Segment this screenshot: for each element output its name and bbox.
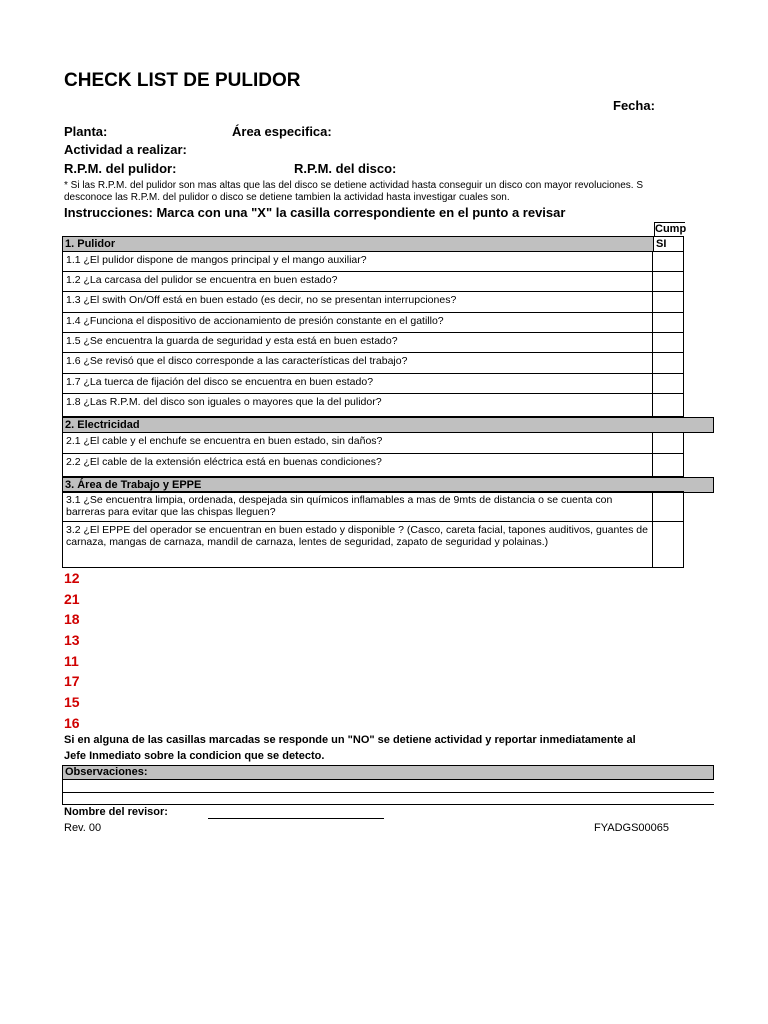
note-line-1: * Si las R.P.M. del pulidor son mas altas que las del disco se detiene actividad hasta conseguir un disco con mayor revoluciones. S	[64, 180, 644, 191]
score-number: 13	[64, 632, 80, 648]
checkbox-cell[interactable]	[652, 374, 683, 393]
instructions: Instrucciones: Marca con una "X" la casilla correspondiente en el punto a revisar	[64, 205, 566, 220]
checklist-row	[62, 393, 684, 417]
checklist-row	[62, 521, 684, 568]
checkbox-cell[interactable]	[652, 272, 683, 291]
item-text: 1.6 ¿Se revisó que el disco corresponde a las características del trabajo?	[66, 355, 408, 367]
checklist-row	[62, 432, 684, 454]
checklist-row	[62, 491, 684, 522]
area-label: Área especifica:	[232, 124, 332, 139]
item-text: 1.4 ¿Funciona el dispositivo de accionamiento de presión constante en el gatillo?	[66, 315, 444, 327]
observaciones-header	[62, 765, 714, 780]
checkbox-cell[interactable]	[652, 292, 683, 312]
item-text: 3.2 ¿El EPPE del operador se encuentran en buen estado y disponible ? (Casco, careta facial, tapones auditivos, guantes de carnaza, mangas de carnaza, mandil de carnaza, lentes de seguridad, zapato de seguridad y polainas.)	[66, 524, 648, 548]
observaciones-label: Observaciones:	[65, 766, 148, 778]
checklist-row	[62, 251, 684, 272]
rpm-pulidor-label: R.P.M. del pulidor:	[64, 161, 177, 176]
checkbox-cell[interactable]	[652, 353, 683, 373]
page-title: CHECK LIST DE PULIDOR	[64, 70, 301, 91]
revisor-label: Nombre del revisor:	[64, 806, 168, 818]
item-text: 1.1 ¿El pulidor dispone de mangos principal y el mango auxiliar?	[66, 254, 367, 266]
observaciones-border	[62, 780, 63, 804]
warning-line-1: Si en alguna de las casillas marcadas se responde un "NO" se detiene actividad y reportar inmediatamente al	[64, 734, 636, 746]
doc-code: FYADGS00065	[594, 822, 670, 834]
warning-line-2: Jefe Inmediato sobre la condicion que se detecto.	[64, 750, 325, 762]
observaciones-line	[62, 804, 714, 805]
score-number: 17	[64, 673, 80, 689]
checkbox-cell[interactable]	[652, 433, 683, 453]
score-number: 15	[64, 694, 80, 710]
rev-label: Rev. 00	[64, 822, 102, 834]
checklist-row	[62, 373, 684, 394]
checkbox-cell[interactable]	[652, 252, 683, 271]
section-title: 2. Electricidad	[65, 419, 140, 431]
checklist-row	[62, 332, 684, 353]
score-number: 11	[64, 653, 79, 669]
checkbox-cell[interactable]	[652, 492, 683, 521]
section-header	[62, 236, 684, 252]
item-text: 1.3 ¿El swith On/Off está en buen estado (es decir, no se presentan interrupciones?	[66, 294, 457, 306]
score-number: 18	[64, 611, 80, 627]
note-line-2: desconoce las R.P.M. del pulidor o disco se detiene tambien la actividad hasta investigar cuales son.	[64, 192, 510, 203]
score-number: 16	[64, 715, 80, 731]
fecha-label: Fecha:	[613, 98, 655, 113]
checklist-row	[62, 352, 684, 374]
item-text: 2.1 ¿El cable y el enchufe se encuentra en buen estado, sin daños?	[66, 435, 383, 447]
item-text: 3.1 ¿Se encuentra limpia, ordenada, despejada sin químicos inflamables a mas de 9mts de distancia o se cuenta con barreras para evitar que las chispas lleguen?	[66, 494, 613, 518]
checkbox-cell[interactable]	[652, 454, 683, 476]
checklist-row	[62, 312, 684, 333]
checklist-row	[62, 453, 684, 477]
score-number: 21	[64, 591, 80, 607]
section-header	[62, 417, 714, 433]
checklist-row	[62, 271, 684, 292]
item-text: 1.2 ¿La carcasa del pulidor se encuentra en buen estado?	[66, 274, 338, 286]
item-text: 2.2 ¿El cable de la extensión eléctrica está en buenas condiciones?	[66, 456, 382, 468]
section-title: 1. Pulidor	[65, 238, 116, 250]
observaciones-line	[62, 792, 714, 793]
rpm-disco-label: R.P.M. del disco:	[294, 161, 397, 176]
item-text: 1.7 ¿La tuerca de fijación del disco se encuentra en buen estado?	[66, 376, 374, 388]
score-number: 12	[64, 570, 80, 586]
item-text: 1.5 ¿Se encuentra la guarda de seguridad y esta está en buen estado?	[66, 335, 398, 347]
checklist-row	[62, 291, 684, 313]
checkbox-cell[interactable]	[652, 394, 683, 416]
planta-label: Planta:	[64, 124, 108, 139]
si-header: SI	[653, 237, 683, 251]
cumple-header: Cump	[655, 223, 687, 235]
section-title: 3. Área de Trabajo y EPPE	[65, 479, 202, 491]
checkbox-cell[interactable]	[652, 313, 683, 332]
revisor-signature-line[interactable]	[208, 818, 384, 819]
checkbox-cell[interactable]	[652, 333, 683, 352]
checkbox-cell[interactable]	[652, 522, 683, 567]
item-text: 1.8 ¿Las R.P.M. del disco son iguales o mayores que la del pulidor?	[66, 396, 382, 408]
actividad-label: Actividad a realizar:	[64, 142, 187, 157]
